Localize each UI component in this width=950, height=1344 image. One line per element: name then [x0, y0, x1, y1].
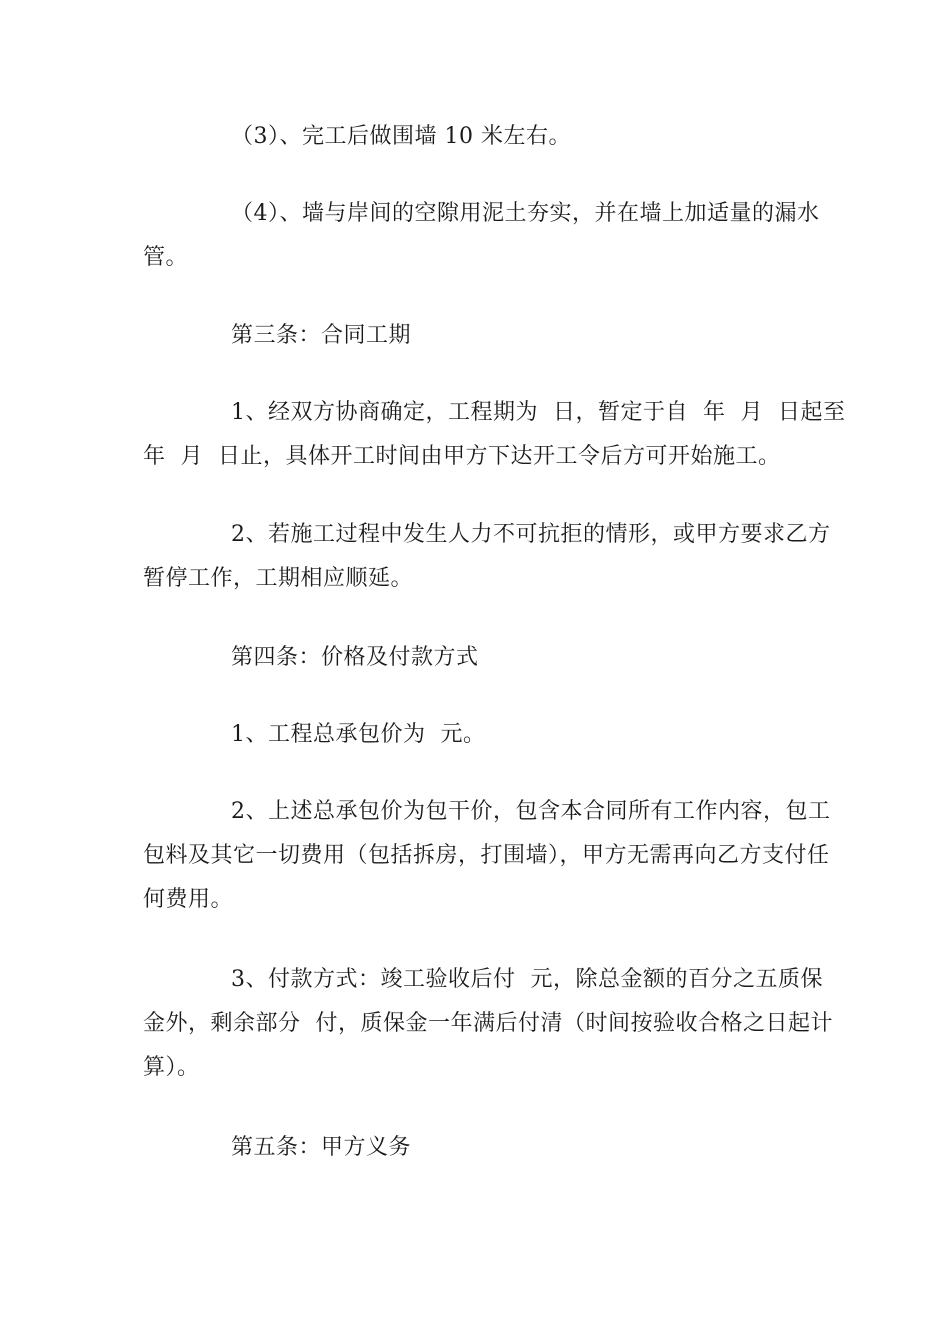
section-heading: 第四条：价格及付款方式	[231, 645, 479, 670]
article-5-heading	[143, 1126, 811, 1170]
text-line: 暂停工作，工期相应顺延。	[143, 566, 414, 591]
article-4-item-2	[143, 790, 831, 922]
text-line: 何费用。	[143, 887, 234, 912]
text-line: 2、若施工过程中发生人力不可抗拒的情形，或甲方要求乙方	[231, 522, 831, 547]
text-line: 1、经双方协商确定，工程期为 日，暂定于自 年 月 日起至	[231, 400, 846, 425]
article-4-item-3	[143, 958, 833, 1090]
clause-item-4	[143, 192, 820, 280]
text-line: （4）、墙与岸间的空隙用泥土夯实，并在墙上加适量的漏水	[231, 201, 820, 226]
text-line: （3）、完工后做围墙 10 米左右。	[231, 124, 571, 149]
article-3-item-2	[143, 513, 831, 601]
text-line: 3、付款方式：竣工验收后付 元，除总金额的百分之五质保	[231, 967, 823, 992]
clause-item-3	[143, 115, 811, 159]
text-line: 1、工程总承包价为 元。	[231, 722, 486, 747]
article-3-heading	[143, 314, 811, 358]
section-heading: 第五条：甲方义务	[231, 1135, 412, 1160]
article-4-heading	[143, 636, 811, 680]
text-line: 算）。	[143, 1055, 200, 1080]
text-line: 年 月 日止，具体开工时间由甲方下达开工令后方可开始施工。	[143, 444, 781, 469]
text-line: 管。	[143, 245, 189, 270]
text-line: 包料及其它一切费用（包括拆房，打围墙），甲方无需再向乙方支付任	[143, 843, 830, 868]
article-4-item-1	[143, 713, 811, 757]
text-line: 2、上述总承包价为包干价，包含本合同所有工作内容，包工	[231, 799, 831, 824]
text-line: 金外，剩余部分 付，质保金一年满后付清（时间按验收合格之日起计	[143, 1011, 833, 1036]
article-3-item-1	[143, 391, 846, 479]
section-heading: 第三条：合同工期	[231, 323, 412, 348]
